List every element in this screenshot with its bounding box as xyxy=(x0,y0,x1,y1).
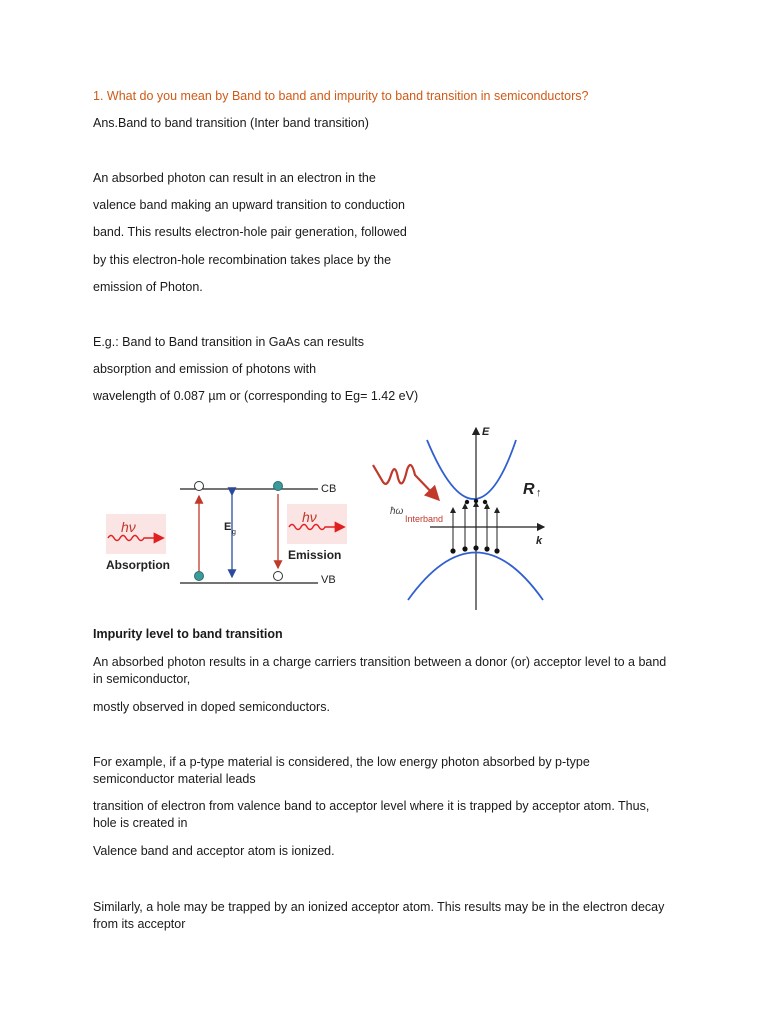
emission-photon-box xyxy=(287,504,347,544)
band-transition-diagram xyxy=(100,470,350,595)
absorption-hv: hν xyxy=(121,519,136,535)
para1-line5: emission of Photon. xyxy=(93,280,203,294)
vb-label: VB xyxy=(321,574,336,586)
emission-label: Emission xyxy=(288,548,342,562)
photon-wave xyxy=(373,465,437,498)
emission-hv: hν xyxy=(302,509,317,525)
para1-line4: by this electron-hole recombination takes place by the xyxy=(93,253,392,267)
hole-empty-top xyxy=(195,482,204,491)
impurity-heading: Impurity level to band transition xyxy=(93,627,283,641)
conduction-band xyxy=(427,440,516,499)
e-k-diagram xyxy=(365,420,560,612)
para3: An absorbed photon results in a charge carriers transition between a donor (or) acceptor level to a band in semiconductor, xyxy=(93,655,667,686)
cb-label: CB xyxy=(321,483,337,495)
absorption-photon-box xyxy=(106,514,166,554)
para1-line2: valence band making an upward transition to conduction xyxy=(93,198,406,212)
r-subscript: ↑ xyxy=(536,487,542,499)
electron-filled-top xyxy=(274,482,283,491)
question-heading: 1. What do you mean by Band to band and impurity to band transition in semiconductors? xyxy=(93,89,589,103)
interband-label: Interband xyxy=(405,514,444,524)
para6: transition of electron from valence band to acceptor level where it is trapped by acceptor atom. Thus, hole is created in xyxy=(93,799,650,830)
eg-label: E xyxy=(224,521,232,533)
answer-heading: Ans.Band to band transition (Inter band transition) xyxy=(93,116,369,130)
para2-line3: wavelength of 0.087 µm or (corresponding to Eg= 1.42 eV) xyxy=(93,389,419,403)
para2-line2: absorption and emission of photons with xyxy=(93,362,317,376)
absorption-label: Absorption xyxy=(106,558,170,572)
para7: Valence band and acceptor atom is ionized. xyxy=(93,844,335,858)
hole-empty-bottom xyxy=(274,572,283,581)
k-axis-label: k xyxy=(536,535,543,547)
para1-line3: band. This results electron-hole pair generation, followed xyxy=(93,225,407,239)
eg-subscript: g xyxy=(232,529,236,536)
electron-filled-bottom xyxy=(195,572,204,581)
hw-label: ħω xyxy=(390,506,404,517)
e-axis-label: E xyxy=(482,426,490,438)
para1-line1: An absorbed photon can result in an electron in the xyxy=(93,171,376,185)
para2-line1: E.g.: Band to Band transition in GaAs can results xyxy=(93,335,364,349)
para4: mostly observed in doped semiconductors. xyxy=(93,700,330,714)
para5: For example, if a p-type material is considered, the low energy photon absorbed by p-type semiconductor material leads xyxy=(93,755,590,786)
para8: Similarly, a hole may be trapped by an ionized acceptor atom. This results may be in the electron decay from its acceptor xyxy=(93,900,665,931)
r-label: R xyxy=(523,481,535,498)
